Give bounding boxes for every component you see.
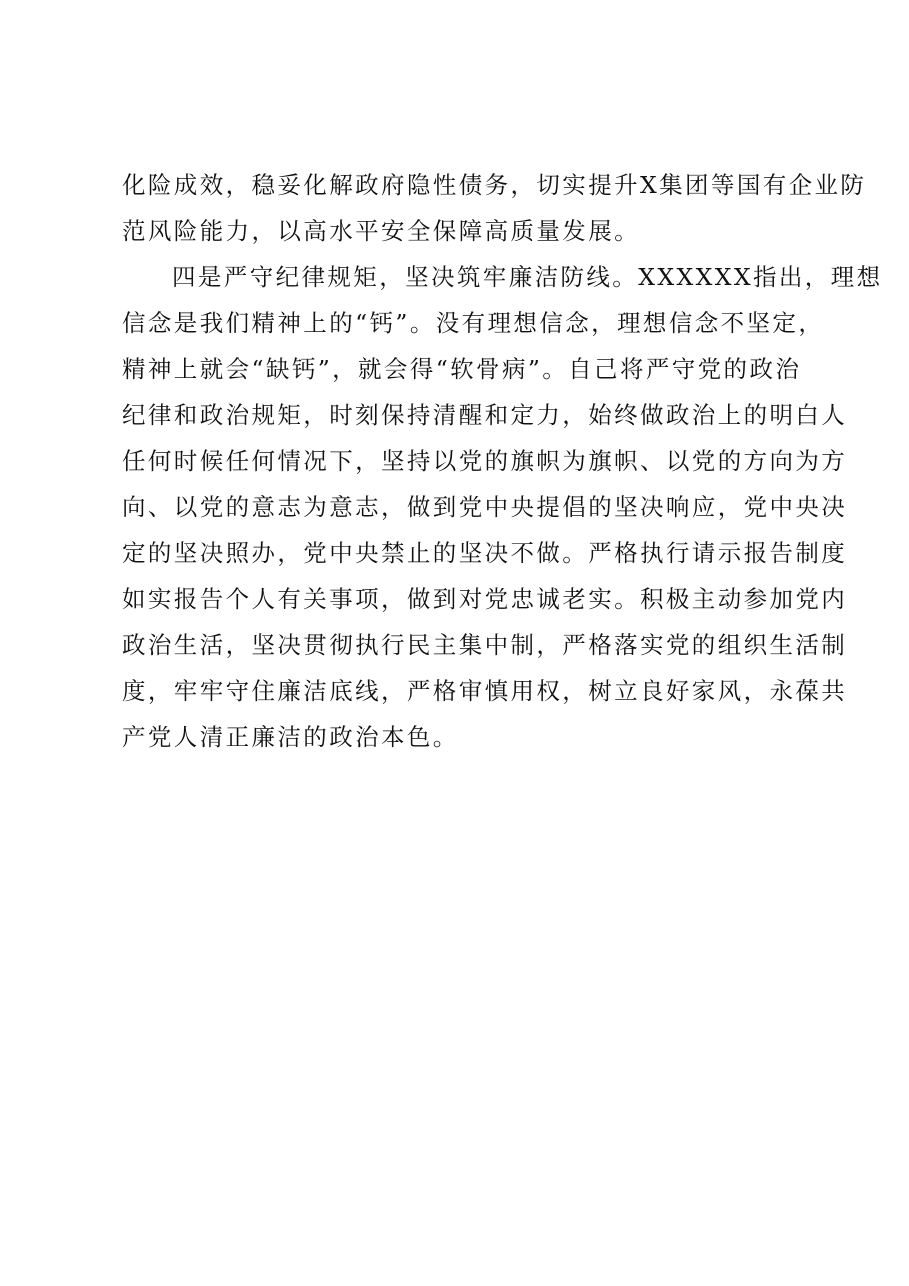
- paragraph-2: [122, 254, 883, 760]
- paragraph-1: [122, 162, 867, 254]
- text-line: 任何时候任何情况下，坚持以党的旗帜为旗帜、以党的方向为方: [122, 447, 848, 475]
- text-line: 产党人清正廉洁的政治本色。: [122, 723, 459, 751]
- text-line: 信念是我们精神上的“钙”。没有理想信念，理想信念不坚定，: [122, 309, 825, 337]
- text-line: 度，牢牢守住廉洁底线，严格审慎用权，树立良好家风，永葆共: [122, 677, 848, 705]
- text-line: 如实报告个人有关事项，做到对党忠诚老实。积极主动参加党内: [122, 585, 848, 613]
- body-text: [122, 162, 883, 760]
- text-line: 定的坚决照办，党中央禁止的坚决不做。严格执行请示报告制度: [122, 539, 848, 567]
- text-line: 范风险能力，以高水平安全保障高质量发展。: [122, 217, 640, 245]
- text-line: 政治生活，坚决贯彻执行民主集中制，严格落实党的组织生活制: [122, 631, 848, 659]
- text-line: 精神上就会“缺钙”，就会得“软骨病”。自己将严守党的政治: [122, 355, 802, 383]
- text-line: 向、以党的意志为意志，做到党中央提倡的坚决响应，党中央决: [122, 493, 848, 521]
- text-line: 四是严守纪律规矩，坚决筑牢廉洁防线。XXXXXX指出，理想: [172, 263, 883, 291]
- text-line: 纪律和政治规矩，时刻保持清醒和定力，始终做政治上的明白人: [122, 401, 848, 429]
- text-line: 化险成效，稳妥化解政府隐性债务，切实提升X集团等国有企业防: [122, 171, 867, 199]
